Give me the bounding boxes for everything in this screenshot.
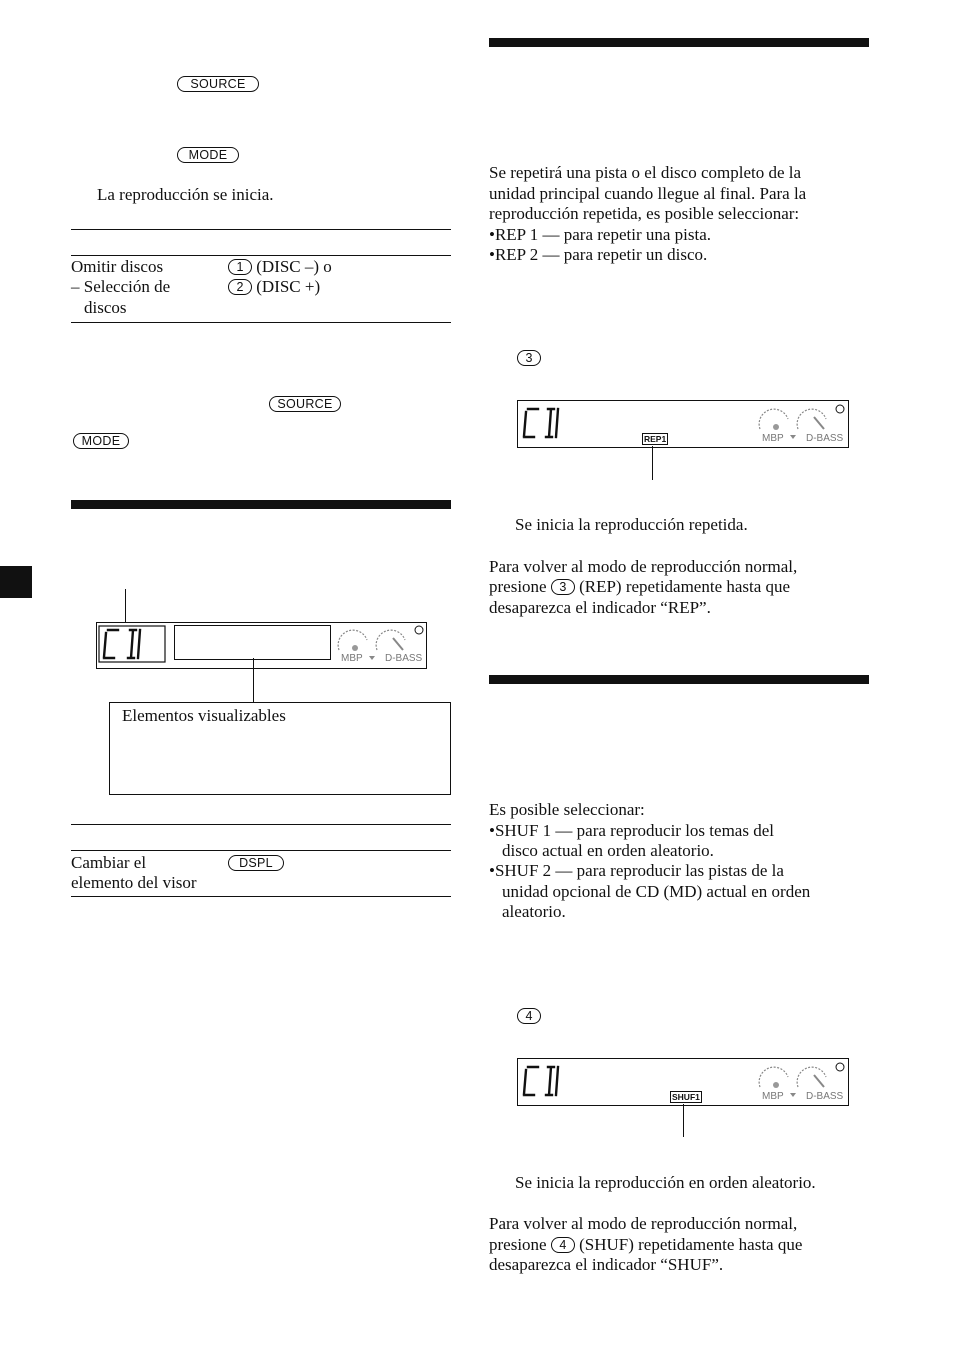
disc-minus-text: (DISC –) o [256,257,332,276]
dbass-logo-text: D-BASS [806,433,844,444]
repeat-bullet-1: •REP 1 — para repetir una pista. [489,225,712,244]
repeat-return-line2 [489,577,790,598]
table1-col1-line3: discos [84,298,127,317]
display-items-label: Elementos visualizables [122,706,286,725]
cd-segment-icon [520,404,580,444]
repeat-bullet-2: •REP 2 — para repetir un disco. [489,245,708,264]
callout-line-rep [652,446,653,480]
shuf-button-label-inline: 4 [551,1237,575,1253]
table1-col2-line1 [228,257,332,278]
table1-col1-line1: Omitir discos [71,257,164,276]
shuffle-return-line3: desaparezca el indicador “SHUF”. [489,1255,724,1274]
source-button-label-2: SOURCE [269,396,341,412]
disc-plus-button-label: 2 [228,279,252,295]
callout-line-shuf [683,1104,684,1137]
table2-header-rule [71,850,451,851]
rep-button-label: 3 [517,350,541,366]
dbass-logo-text: D-BASS [385,653,423,664]
shuf-button-step [517,1006,541,1027]
table2-col1-line1: Cambiar el [71,853,147,872]
table1-top-rule [71,229,451,230]
shuffle-bullet-2-line1: •SHUF 2 — para reproducir las pistas de la [489,861,784,880]
rep-indicator: REP1 [644,434,667,444]
table1-header-rule [71,255,451,256]
repeat-starts-text: Se inicia la reproducción repetida. [515,515,748,534]
shuffle-return-line2 [489,1235,802,1256]
shuffle-bullet-2-line2: unidad opcional de CD (MD) actual en orden [502,882,811,901]
table1-bottom-rule [71,322,451,323]
repeat-para-line1: Se repetirá una pista o el disco completo de la [489,163,802,182]
repeat-para-line2: unidad principal cuando llegue al final. Para la [489,184,807,203]
section-heading-bar-repeat [489,38,869,47]
shuffle-intro: Es posible seleccionar: [489,800,645,819]
rep-button-step [517,348,541,369]
mode-button-label-2: MODE [73,433,129,449]
shuffle-return-line1: Para volver al modo de reproducción normal, [489,1214,798,1233]
section-heading-bar-shuffle [489,675,869,684]
cd-segment-icon [98,625,168,665]
table1-col1-line2: – Selección de [71,277,171,296]
mbp-logo-text: MBP [762,1091,784,1102]
playback-starts-text: La reproducción se inicia. [97,185,274,204]
disc-plus-text: (DISC +) [256,277,321,296]
dspl-button-label: DSPL [228,855,284,871]
mbp-logo-text: MBP [762,433,784,444]
mode-button-label: MODE [177,147,239,163]
callout-line-source [125,589,126,625]
text-area-box [174,625,331,660]
cd-segment-icon [520,1062,580,1102]
table2-col1-line2: elemento del visor [71,873,197,892]
shuffle-bullet-1-line1: •SHUF 1 — para reproducir los temas del [489,821,774,840]
shuffle-return-press: presione [489,1235,547,1254]
lcd-display-shuffle [517,1058,849,1106]
mbp-logo-text: MBP [341,653,363,664]
section-heading-bar-left [71,500,451,509]
dbass-logo-text: D-BASS [806,1091,844,1102]
shuffle-return-rest: (SHUF) repetidamente hasta que [579,1235,803,1254]
lcd-display-repeat [517,400,849,448]
disc-minus-button-label: 1 [228,259,252,275]
shuffle-bullet-2-line3: aleatorio. [502,902,566,921]
lcd-display-left [96,622,427,669]
repeat-return-rest: (REP) repetidamente hasta que [579,577,791,596]
shuffle-bullet-1-line2: disco actual en orden aleatorio. [502,841,714,860]
page-edge-tab [0,566,32,598]
callout-line-items [253,658,254,702]
table2-bottom-rule [71,896,451,897]
source-button-label: SOURCE [177,76,259,92]
shuffle-starts-text: Se inicia la reproducción en orden aleatorio. [515,1173,816,1192]
repeat-return-line1: Para volver al modo de reproducción normal, [489,557,798,576]
repeat-para-line3: reproducción repetida, es posible seleccionar: [489,204,800,223]
table2-top-rule [71,824,451,825]
rep-button-label-inline: 3 [551,579,575,595]
shuf-button-label: 4 [517,1008,541,1024]
shuf-indicator: SHUF1 [672,1092,700,1102]
repeat-return-press: presione [489,577,547,596]
table1-col2-line2 [228,277,320,298]
repeat-return-line3: desaparezca el indicador “REP”. [489,598,711,617]
